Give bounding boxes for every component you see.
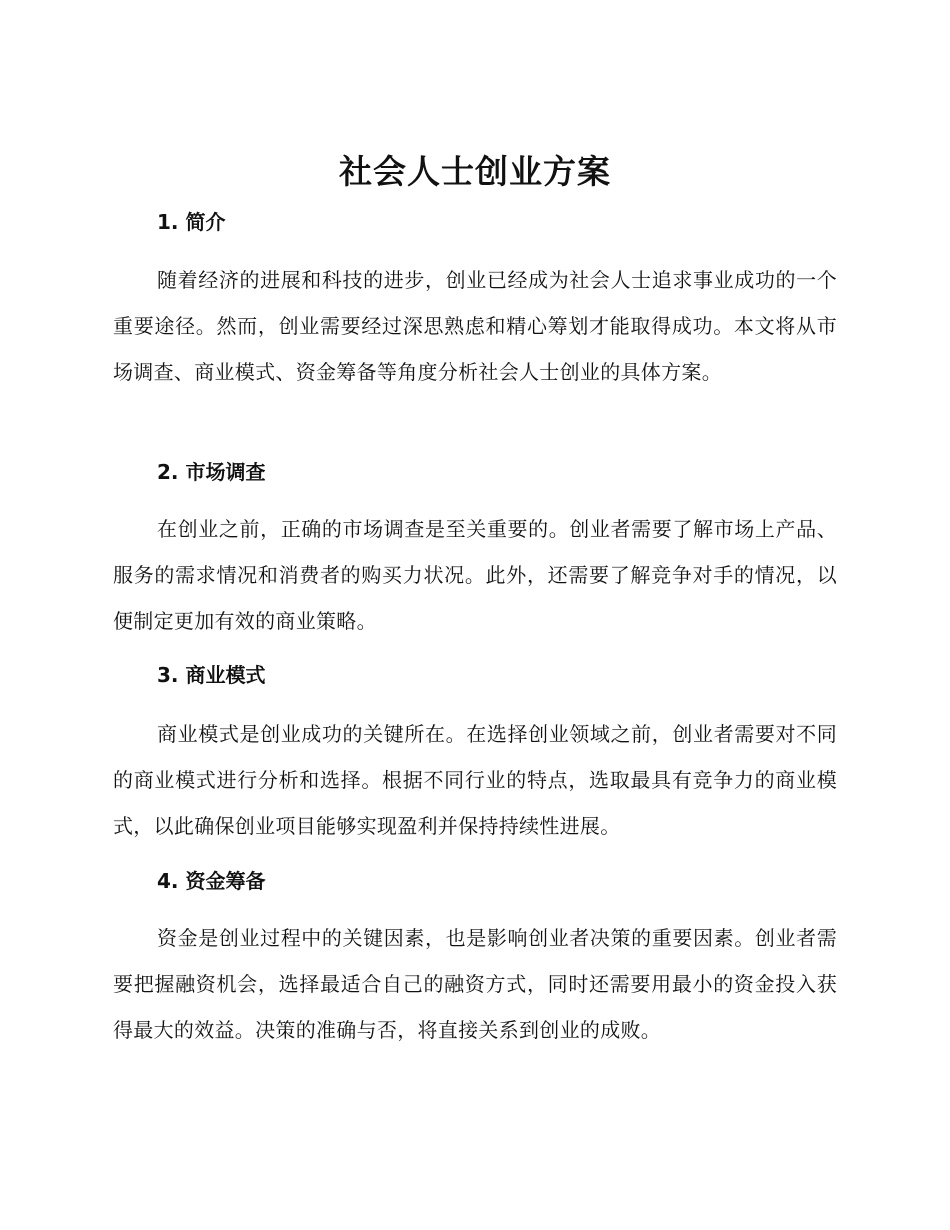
document-title: 社会人士创业方案: [339, 152, 611, 191]
section-paragraph-funding: 资金是创业过程中的关键因素，也是影响创业者决策的重要因素。创业者需要把握融资机会，选择最适合自己的融资方式，同时还需要用最小的资金投入获得最大的效益。决策的准确与否，将直接关系到创业的成败。: [113, 926, 837, 1042]
section-paragraph-business-model: 商业模式是创业成功的关键所在。在选择创业领域之前，创业者需要对不同的商业模式进行分析和选择。根据不同行业的特点，选取最具有竞争力的商业模式，以此确保创业项目能够实现盈利并保持持续性进展。: [113, 722, 837, 838]
section-heading-business-model: 3. 商业模式: [157, 663, 266, 687]
section-paragraph-market-research: 在创业之前，正确的市场调查是至关重要的。创业者需要了解市场上产品、服务的需求情况和消费者的购买力状况。此外，还需要了解竞争对手的情况，以便制定更加有效的商业策略。: [113, 517, 837, 633]
section-heading-market-research: 2. 市场调查: [157, 460, 266, 484]
section-paragraph-intro: 随着经济的进展和科技的进步，创业已经成为社会人士追求事业成功的一个重要途径。然而，创业需要经过深思熟虑和精心筹划才能取得成功。本文将从市场调查、商业模式、资金筹备等角度分析社会人士创业的具体方案。: [113, 268, 837, 384]
section-heading-funding: 4. 资金筹备: [157, 869, 266, 893]
section-heading-intro: 1. 简介: [157, 210, 226, 234]
